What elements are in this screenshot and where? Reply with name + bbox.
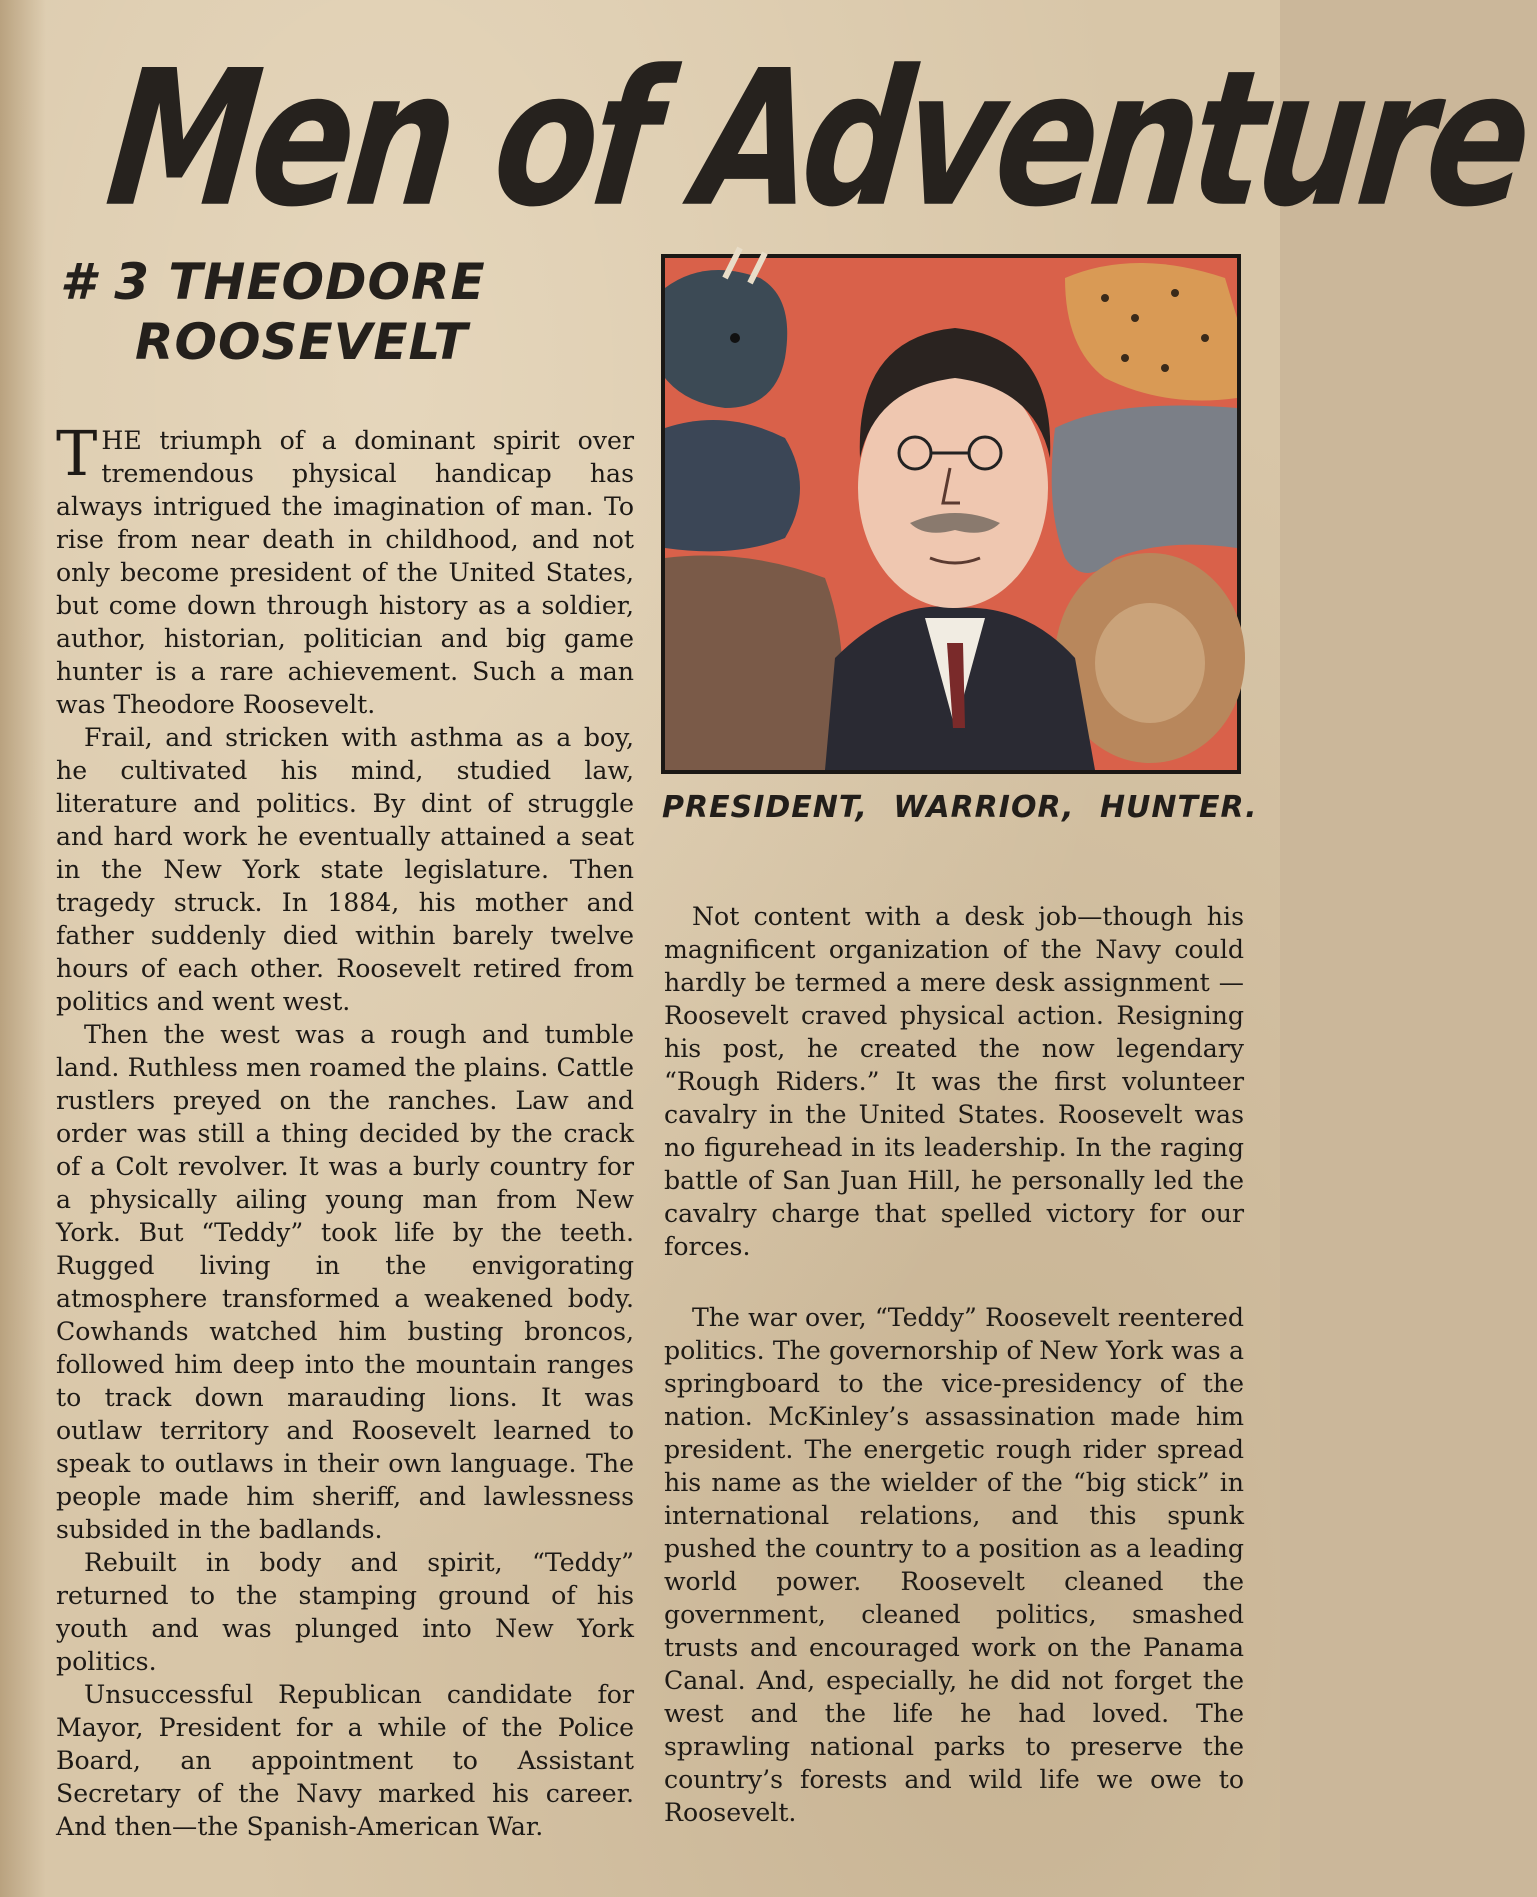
paragraph-presidency: The war over, “Teddy” Roosevelt reentered politics. The governorship of New York was a springboard to the vice-presidency of the nation. McKinley’s assassination made him president. The energetic rough rider spread his name as the wielder of the “big stick” in international relations, and this spunk pushed the country to a position as a leading world power. Roosevelt cleaned the government, cleaned politics, smashed trusts and encouraged work on the Panama Canal. And, especially, he did not forget the west and the life he had loved. The sprawling national parks to preserve the country’s forests and wild life we owe to Roosevelt. (664, 1303, 1244, 1827)
article-title (60, 252, 620, 372)
right-text-column (664, 900, 1244, 1829)
drop-cap: T (56, 417, 98, 490)
illustration-caption: PRESIDENT, WARRIOR, HUNTER. (662, 790, 1258, 825)
paragraph-career: Unsuccessful Republican candidate for Mayor, President for a while of the Police Board, an appointment to Assistant Secretary of the Navy marked his career. And then—the Spanish-American War. (56, 1680, 634, 1841)
paragraph-frail-boy: Frail, and stricken with asthma as a boy, he cultivated his mind, studied law, literature and politics. By dint of struggle and hard work he eventually attained a seat in the New York state legislature. Then tragedy struck. In 1884, his mother and father suddenly died within barely twelve hours of each other. Roosevelt retired from politics and went west. (56, 723, 634, 1016)
paragraph-wild-west: Then the west was a rough and tumble land. Ruthless men roamed the plains. Cattle rustlers preyed on the ranches. Law and order was still a thing decided by the crack of a Colt revolver. It was a burly country for a physically ailing young man from New York. But “Teddy” took life by the teeth. Rugged living in the envigorating atmosphere transformed a weakened body. Cowhands watched him busting broncos, followed him deep into the mountain ranges to track down marauding lions. It was outlaw territory and Roosevelt learned to speak to outlaws in their own language. The people made him sheriff, and lawlessness subsided in the badlands. (56, 1020, 634, 1544)
page-gutter-shadow (0, 0, 46, 1897)
portrait-drawing (665, 258, 1237, 770)
paragraph-rebuilt: Rebuilt in body and spirit, “Teddy” returned to the stamping ground of his youth and was plunged into New York politics. (56, 1548, 634, 1676)
bison-drawing (665, 556, 843, 771)
article-title-line2: ROOSEVELT (135, 313, 469, 371)
masthead-title: Men of Adventure (98, 31, 1536, 249)
paragraph-rough-riders: Not content with a desk job—though his magnificent organization of the Navy could hardly be termed a mere desk assignment —Roosevelt craved physical action. Resigning his post, he created the now legendary “Rough Riders.” It was the first volunteer cavalry in the United States. Roosevelt was no figurehead in its leadership. In the raging battle of San Juan Hill, he personally led the cavalry charge that spelled victory for our forces. (664, 902, 1244, 1261)
paragraph-intro (56, 417, 634, 721)
bear-head-drawing (665, 420, 800, 551)
left-text-column (56, 417, 634, 1843)
paragraph-intro-text: HE triumph of a dominant spirit over tremendous physical handicap has always intrigued the imagination of man. To rise from near death in childhood, and not only become president of the United States, but come down through history as a soldier, author, historian, politician and big game hunter is a rare achievement. Such a man was Theodore Roosevelt. (56, 426, 634, 719)
article-title-line1: # 3 THEODORE (60, 253, 486, 311)
roosevelt-portrait-illustration (661, 254, 1241, 774)
